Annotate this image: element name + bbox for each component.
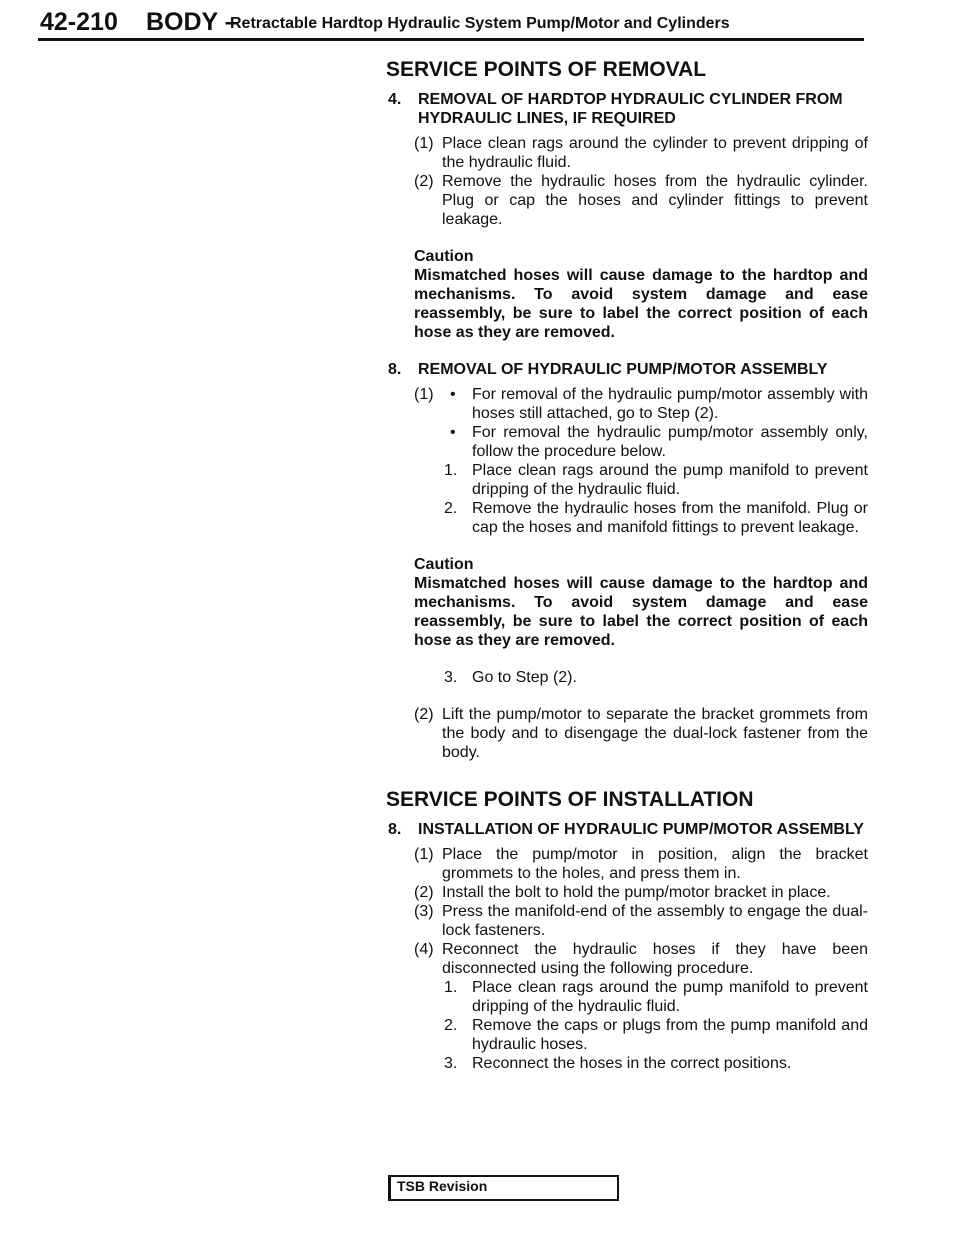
installation-item-8-heading — [388, 820, 868, 839]
step-number: (1) — [414, 846, 434, 863]
page-content — [388, 58, 868, 1073]
caution-box-1 — [414, 247, 868, 342]
page-subtitle: Retractable Hardtop Hydraulic System Pump/Motor and Cylinders — [230, 15, 730, 32]
heading-text: REMOVAL OF HYDRAULIC PUMP/MOTOR ASSEMBLY — [418, 361, 828, 378]
step-text: Remove the hydraulic hoses from the hydraulic cylinder. Plug or cap the hoses and cylinder fittings to prevent leakage. — [442, 173, 868, 228]
tsb-revision-label: TSB Revision — [397, 1178, 488, 1194]
removal-8-sub-1 — [388, 461, 868, 499]
step-number: (1) — [414, 135, 434, 152]
sub-text: Reconnect the hoses in the correct positions. — [472, 1055, 792, 1072]
bullet-item — [442, 423, 868, 461]
item-number: 8. — [388, 821, 402, 838]
spacer — [388, 687, 868, 705]
caution-label: Caution — [414, 556, 474, 573]
heading-text: INSTALLATION OF HYDRAULIC PUMP/MOTOR ASSEMBLY — [418, 821, 864, 838]
bullet-item — [442, 385, 868, 423]
removal-4-step-1 — [388, 134, 868, 172]
sub-number: 2. — [444, 1017, 458, 1034]
tsb-revision-box — [388, 1175, 619, 1201]
caution-text: Mismatched hoses will cause damage to the hardtop and mechanisms. To avoid system damage and ease reassembly, be sure to label the correct position of each hose as they are removed. — [414, 267, 868, 341]
installation-sub-2 — [388, 1016, 868, 1054]
installation-sub-1 — [388, 978, 868, 1016]
caution-text: Mismatched hoses will cause damage to the hardtop and mechanisms. To avoid system damage and ease reassembly, be sure to label the correct position of each hose as they are removed. — [414, 575, 868, 649]
step-text: Install the bolt to hold the pump/motor bracket in place. — [442, 884, 831, 901]
sub-number: 3. — [444, 1055, 458, 1072]
removal-8-step-1 — [388, 385, 868, 461]
bullet-icon: • — [450, 424, 456, 441]
installation-step-1 — [388, 845, 868, 883]
step-text: Press the manifold-end of the assembly to engage the dual-lock fasteners. — [442, 903, 868, 939]
step-number: (4) — [414, 941, 434, 958]
installation-step-3 — [388, 902, 868, 940]
sub-text: Place clean rags around the pump manifold to prevent dripping of the hydraulic fluid. — [472, 979, 868, 1015]
sub-text: Go to Step (2). — [472, 669, 577, 686]
sub-text: Remove the hydraulic hoses from the manifold. Plug or cap the hoses and manifold fittings to prevent leakage. — [472, 500, 868, 536]
sub-number: 2. — [444, 500, 458, 517]
page-number: 42-210 — [40, 8, 118, 36]
caution-box-2 — [414, 555, 868, 650]
removal-item-4-heading — [388, 90, 868, 128]
page-title: BODY – — [146, 8, 239, 36]
item-number: 8. — [388, 361, 402, 378]
step-number: (2) — [414, 884, 434, 901]
sub-number: 1. — [444, 462, 458, 479]
sub-number: 1. — [444, 979, 458, 996]
page-header — [40, 10, 840, 40]
installation-step-2 — [388, 883, 868, 902]
removal-8-step-2 — [388, 705, 868, 762]
bullet-text: For removal of the hydraulic pump/motor assembly with hoses still attached, go to Step (2). — [472, 386, 868, 422]
step-text: Lift the pump/motor to separate the bracket grommets from the body and to disengage the dual-lock fastener from the body. — [442, 706, 868, 761]
removal-4-step-2 — [388, 172, 868, 229]
removal-item-8-heading — [388, 360, 868, 379]
sub-number: 3. — [444, 669, 458, 686]
step-text: Place clean rags around the cylinder to prevent dripping of the hydraulic fluid. — [442, 135, 868, 171]
step-number: (1) — [414, 386, 434, 403]
installation-sub-3 — [388, 1054, 868, 1073]
caution-label: Caution — [414, 248, 474, 265]
header-rule — [38, 38, 864, 41]
installation-step-4 — [388, 940, 868, 978]
removal-8-sub-2 — [388, 499, 868, 537]
step-text: Place the pump/motor in position, align the bracket grommets to the holes, and press them in. — [442, 846, 868, 882]
bullet-icon: • — [450, 386, 456, 403]
spacer — [388, 762, 868, 788]
step-text: Reconnect the hydraulic hoses if they have been disconnected using the following procedure. — [442, 941, 868, 977]
step-number: (2) — [414, 173, 434, 190]
item-number: 4. — [388, 91, 402, 108]
heading-text: REMOVAL OF HARDTOP HYDRAULIC CYLINDER FROM HYDRAULIC LINES, IF REQUIRED — [418, 91, 843, 127]
step-number: (3) — [414, 903, 434, 920]
sub-text: Place clean rags around the pump manifold to prevent dripping of the hydraulic fluid. — [472, 462, 868, 498]
section-title-removal: SERVICE POINTS OF REMOVAL — [386, 58, 707, 81]
removal-8-sub-3 — [388, 668, 868, 687]
sub-text: Remove the caps or plugs from the pump manifold and hydraulic hoses. — [472, 1017, 868, 1053]
section-title-installation: SERVICE POINTS OF INSTALLATION — [386, 788, 754, 811]
step-number: (2) — [414, 706, 434, 723]
bullet-text: For removal the hydraulic pump/motor assembly only, follow the procedure below. — [472, 424, 868, 460]
